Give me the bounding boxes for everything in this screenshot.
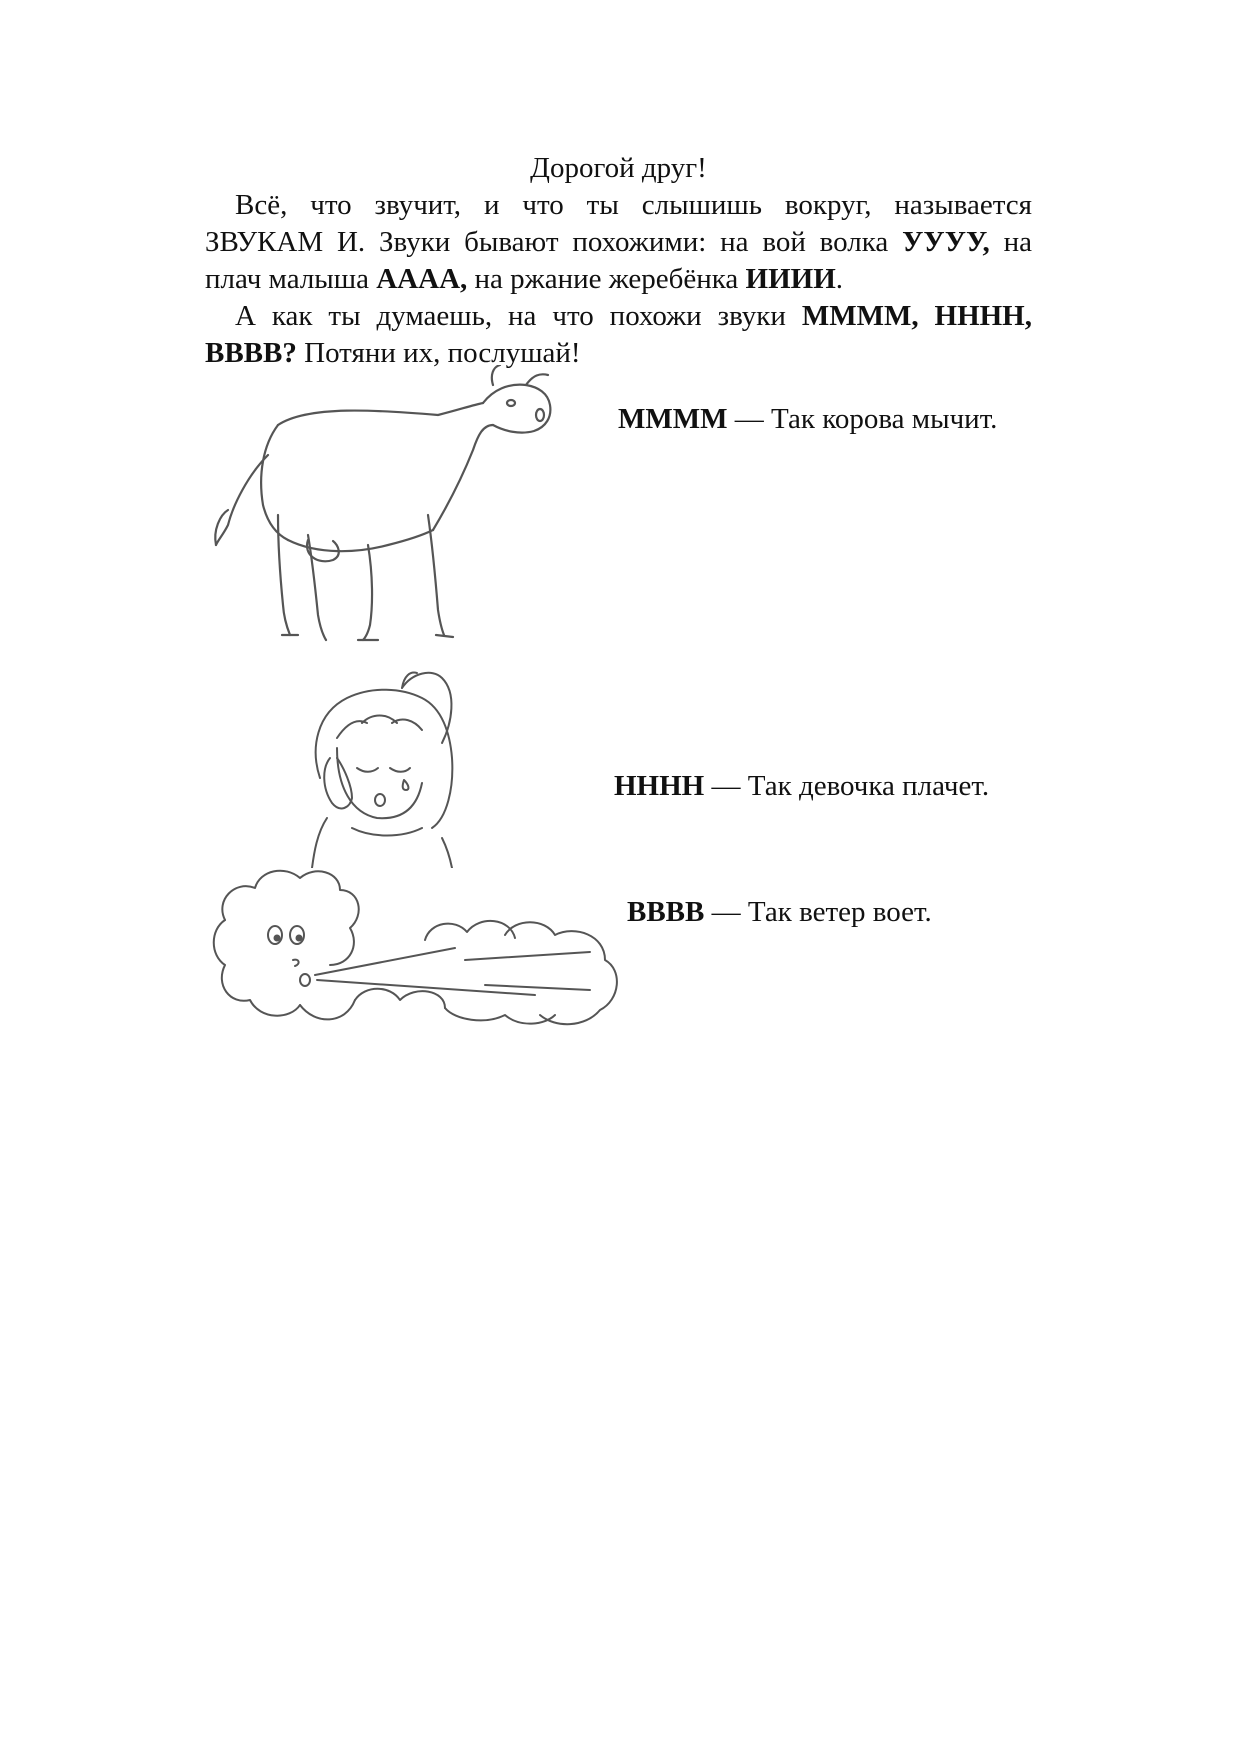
- paragraph-question: А как ты думаешь, на что похожи звуки ММММ, НННН, ВВВВ? Потяни их, послушай!: [205, 300, 1032, 369]
- blowing-cloud-illustration: [205, 860, 625, 1060]
- greeting: Дорогой друг!: [530, 152, 707, 184]
- crying-girl-illustration: [292, 668, 492, 868]
- caption-girl: НННН — Так девочка плачет.: [614, 770, 990, 802]
- caption-wind: ВВВВ — Так ветер воет.: [627, 896, 932, 928]
- cow-illustration: [208, 365, 598, 650]
- paragraph-sounds-intro: Всё, что звучит, и что ты слышишь вокруг, называется ЗВУКАМ И. Звуки бывают похожими: на вой волка УУУУ, на плач малыша АААА, на ржание жеребёнка ИИИИ.: [205, 189, 1032, 295]
- intro-text: [205, 150, 1032, 372]
- caption-cow: ММММ — Так корова мычит.: [618, 403, 998, 435]
